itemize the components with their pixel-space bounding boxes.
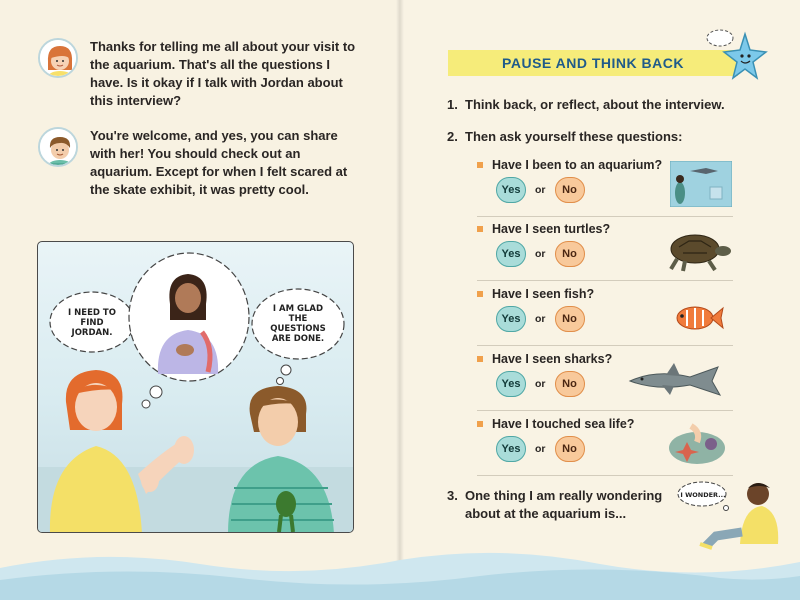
or-label: or xyxy=(535,378,546,390)
no-button[interactable]: No xyxy=(555,306,585,332)
question-text xyxy=(477,352,612,366)
yes-button[interactable]: Yes xyxy=(496,306,526,332)
bullet-square-icon xyxy=(477,421,483,427)
boy-character xyxy=(228,386,334,533)
touch-pool-icon xyxy=(667,422,727,471)
step-1-number: 1. xyxy=(447,97,458,112)
yes-button[interactable]: Yes xyxy=(496,371,526,397)
answer-choices xyxy=(496,436,585,462)
step-3 xyxy=(447,487,662,523)
no-button[interactable]: No xyxy=(555,177,585,203)
question-item xyxy=(477,349,733,411)
wonder-bubble-text: I WONDER... xyxy=(680,491,726,499)
question-item xyxy=(477,414,733,476)
question-item xyxy=(477,219,733,281)
step-3-number: 3. xyxy=(447,488,458,503)
yes-button[interactable]: Yes xyxy=(496,436,526,462)
yes-button[interactable]: Yes xyxy=(496,241,526,267)
question-text xyxy=(477,287,594,301)
or-label: or xyxy=(535,184,546,196)
dialogue-girl xyxy=(38,38,362,110)
fish-icon xyxy=(673,302,725,339)
step-2-text: Then ask yourself these questions: xyxy=(465,129,683,144)
bullet-square-icon xyxy=(477,291,483,297)
girl-avatar-icon xyxy=(38,38,78,78)
no-button[interactable]: No xyxy=(555,436,585,462)
step-3-line-2: about at the aquarium is... xyxy=(465,506,627,521)
yes-button[interactable]: Yes xyxy=(496,177,526,203)
dialogue-boy xyxy=(38,127,362,199)
bullet-square-icon xyxy=(477,226,483,232)
question-text xyxy=(477,417,634,431)
or-label: or xyxy=(535,313,546,325)
dialogue-text-girl: Thanks for telling me all about your visit to the aquarium. That's all the questions I have. Is it okay if I talk with Jordan about this interview? xyxy=(90,39,356,108)
answer-choices xyxy=(496,177,585,203)
step-2-number: 2. xyxy=(447,129,458,144)
right-page xyxy=(400,0,800,600)
question-label: Have I touched sea life? xyxy=(492,417,635,431)
bubble-left-text: I NEED TO FIND JORDAN. xyxy=(68,308,116,338)
starfish-mascot-icon xyxy=(700,28,772,92)
or-label: or xyxy=(535,248,546,260)
dialogue-text-boy: You're welcome, and yes, you can share with her! You should check out an aquarium. Except for when I felt scared at the skate exhibit, it was pretty cool. xyxy=(90,128,348,197)
question-label: Have I seen turtles? xyxy=(492,222,611,236)
or-label: or xyxy=(535,443,546,455)
turtle-icon xyxy=(661,229,731,278)
bullet-square-icon xyxy=(477,162,483,168)
bullet-square-icon xyxy=(477,356,483,362)
section-banner xyxy=(448,50,738,76)
question-label: Have I seen fish? xyxy=(492,287,595,301)
banner-title: PAUSE AND THINK BACK xyxy=(502,55,684,71)
no-button[interactable]: No xyxy=(555,241,585,267)
question-item xyxy=(477,284,733,346)
answer-choices xyxy=(496,371,585,397)
boy-avatar-icon xyxy=(38,127,78,167)
ocean-waves-footer xyxy=(0,538,800,600)
answer-choices xyxy=(496,306,585,332)
answer-choices xyxy=(496,241,585,267)
question-text xyxy=(477,158,662,172)
step-3-line-1: One thing I am really wondering xyxy=(465,488,663,503)
step-1-text: Think back, or reflect, about the interview. xyxy=(465,97,725,112)
comic-illustration xyxy=(38,242,354,533)
question-text xyxy=(477,222,610,236)
aquarium-scene-icon xyxy=(670,161,732,212)
book-gutter xyxy=(396,0,404,600)
step-1 xyxy=(447,96,725,114)
question-item xyxy=(477,155,733,217)
comic-panel xyxy=(37,241,354,533)
step-2 xyxy=(447,128,682,146)
no-button[interactable]: No xyxy=(555,371,585,397)
question-label: Have I been to an aquarium? xyxy=(492,158,663,172)
question-label: Have I seen sharks? xyxy=(492,352,613,366)
thought-bubble-center xyxy=(129,253,249,408)
bubble-right-text: I AM GLAD THE QUESTIONS ARE DONE. xyxy=(270,304,326,344)
shark-icon xyxy=(626,361,726,406)
